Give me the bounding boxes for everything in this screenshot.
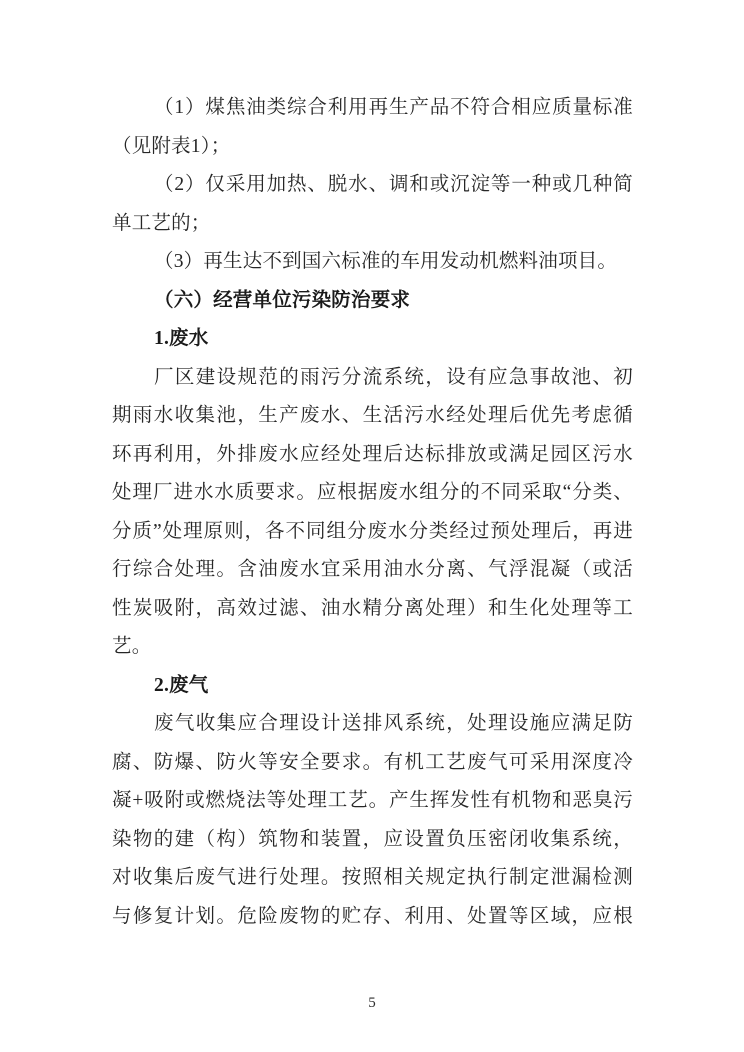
text-line: 厂区建设规范的雨污分流系统，设有应急事故池、初 bbox=[154, 366, 633, 388]
text-line: 行综合处理。含油废水宜采用油水分离、气浮混凝（或活 bbox=[112, 559, 633, 580]
text-line: 性炭吸附，高效过滤、油水精分离处理）和生化处理等工 bbox=[112, 597, 633, 619]
text-line: （见附表1）； bbox=[112, 135, 231, 157]
text-line: （1）煤焦油类综合利用再生产品不符合相应质量标准 bbox=[154, 97, 633, 118]
text-line: 与修复计划。危险废物的贮存、利用、处置等区域，应根 bbox=[112, 905, 633, 927]
text-line: 期雨水收集池，生产废水、生活污水经处理后优先考虑循 bbox=[112, 405, 633, 426]
text-line: （六）经营单位污染防治要求 bbox=[154, 289, 411, 311]
page-content bbox=[112, 89, 633, 936]
text-line: 对收集后废气进行处理。按照相关规定执行制定泄漏检测 bbox=[112, 867, 633, 888]
text-line: 艺。 bbox=[112, 636, 152, 657]
text-line: 1.废水 bbox=[154, 328, 209, 349]
page-number: 5 bbox=[368, 995, 376, 1011]
text-line: （2）仅采用加热、脱水、调和或沉淀等一种或几种简 bbox=[154, 174, 633, 195]
text-line: 凝+吸附或燃烧法等处理工艺。产生挥发性有机物和恶臭污 bbox=[112, 790, 633, 811]
text-line: 处理厂进水水质要求。应根据废水组分的不同采取“分类、 bbox=[112, 482, 633, 503]
text-line: 环再利用，外排废水应经处理后达标排放或满足园区污水 bbox=[112, 443, 633, 465]
section-heading bbox=[112, 667, 633, 706]
section-heading bbox=[112, 282, 633, 321]
text-line: 单工艺的； bbox=[112, 212, 211, 234]
text-line: 废气收集应合理设计送排风系统，处理设施应满足防 bbox=[154, 713, 633, 734]
paragraph bbox=[112, 705, 633, 936]
text-line: 分质”处理原则，各不同组分废水分类经过预处理后，再进 bbox=[112, 520, 633, 542]
paragraph bbox=[112, 243, 633, 282]
text-line: 染物的建（构）筑物和装置，应设置负压密闭收集系统， bbox=[112, 828, 633, 850]
text-line: 2.废气 bbox=[154, 674, 209, 696]
text-line: （3）再生达不到国六标准的车用发动机燃料油项目。 bbox=[154, 251, 618, 272]
paragraph bbox=[112, 166, 633, 243]
text-line: 腐、防爆、防火等安全要求。有机工艺废气可采用深度冷 bbox=[112, 751, 633, 773]
paragraph bbox=[112, 89, 633, 166]
paragraph bbox=[112, 359, 633, 667]
section-heading bbox=[112, 320, 633, 359]
